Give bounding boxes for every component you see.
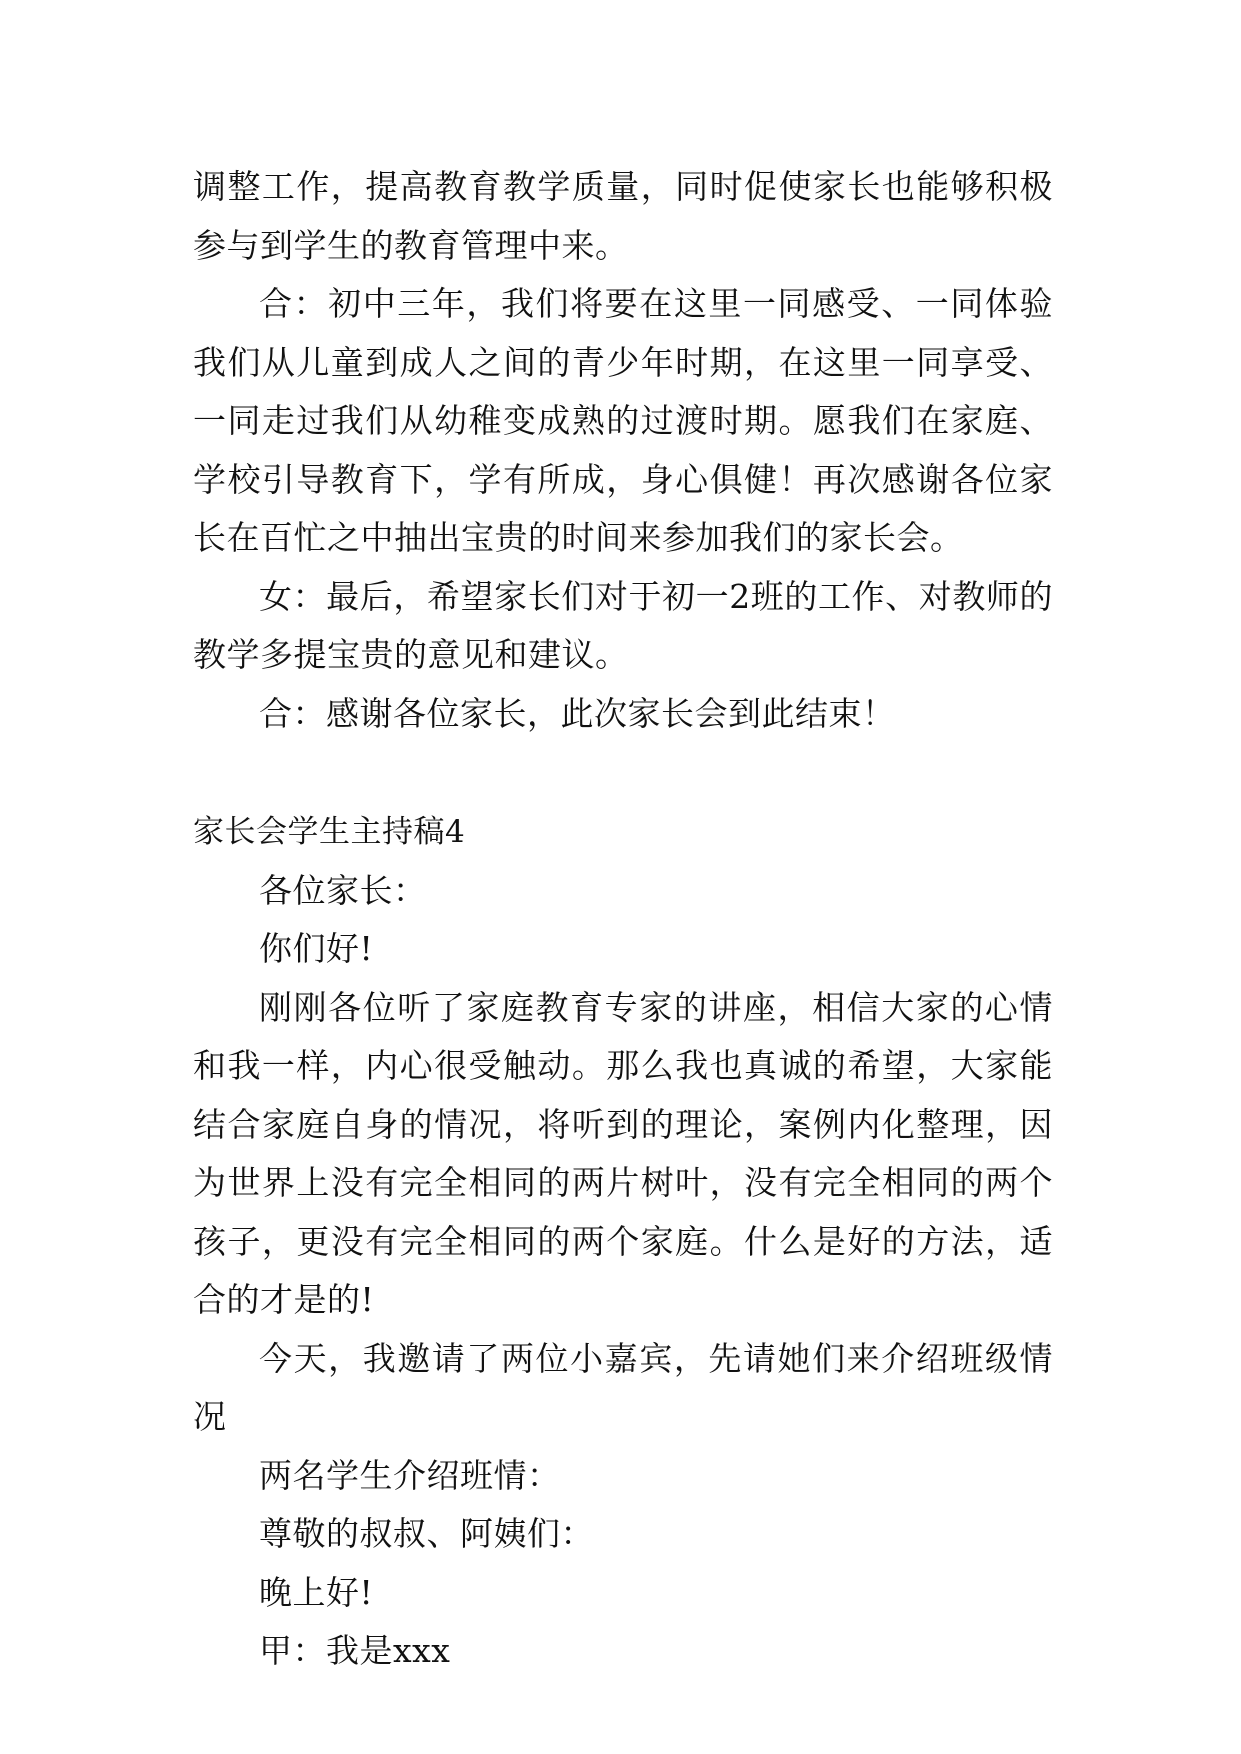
- paragraph-lecture: 刚刚各位听了家庭教育专家的讲座，相信大家的心情和我一样，内心很受触动。那么我也真诚的希望，大家能结合家庭自身的情况，将听到的理论，案例内化整理，因为世界上没有完全相同的两片树叶，没有完全相同的两个孩子，更没有完全相同的两个家庭。什么是好的方法，适合的才是的!: [193, 987, 1053, 1319]
- paragraph-he-thanks: 合：感谢各位家长，此次家长会到此结束！: [259, 693, 896, 733]
- greeting-uncles-aunts: 尊敬的叔叔、阿姨们：: [259, 1514, 594, 1553]
- paragraph-class-intro: 两名学生介绍班情：: [259, 1455, 561, 1495]
- greeting-hello: 你们好!: [259, 929, 374, 968]
- paragraph-invite-guests: 今天，我邀请了两位小嘉宾，先请她们来介绍班级情况: [193, 1338, 1053, 1436]
- paragraph-he-closing: 合：初中三年，我们将要在这里一同感受、一同体验我们从儿童到成人之间的青少年时期，在这里一同享受、一同走过我们从幼稚变成熟的过渡时期。愿我们在家庭、学校引导教育下，学有所成，身心俱健！再次感谢各位家长在百忙之中抽出宝贵的时间来参加我们的家长会。: [193, 284, 1053, 557]
- greeting-evening: 晚上好!: [259, 1572, 374, 1612]
- paragraph-continuation: 调整工作，提高教育教学质量，同时促使家长也能够积极参与到学生的教育管理中来。: [193, 167, 1053, 265]
- greeting-parents: 各位家长：: [259, 870, 427, 910]
- paragraph-jia-intro: 甲：我是xxx: [259, 1631, 451, 1670]
- section-title: 家长会学生主持稿4: [193, 814, 466, 850]
- paragraph-nv-suggestion: 女：最后，希望家长们对于初一2班的工作、对教师的教学多提宝贵的意见和建议。: [193, 576, 1053, 674]
- document-body: [193, 158, 1053, 1681]
